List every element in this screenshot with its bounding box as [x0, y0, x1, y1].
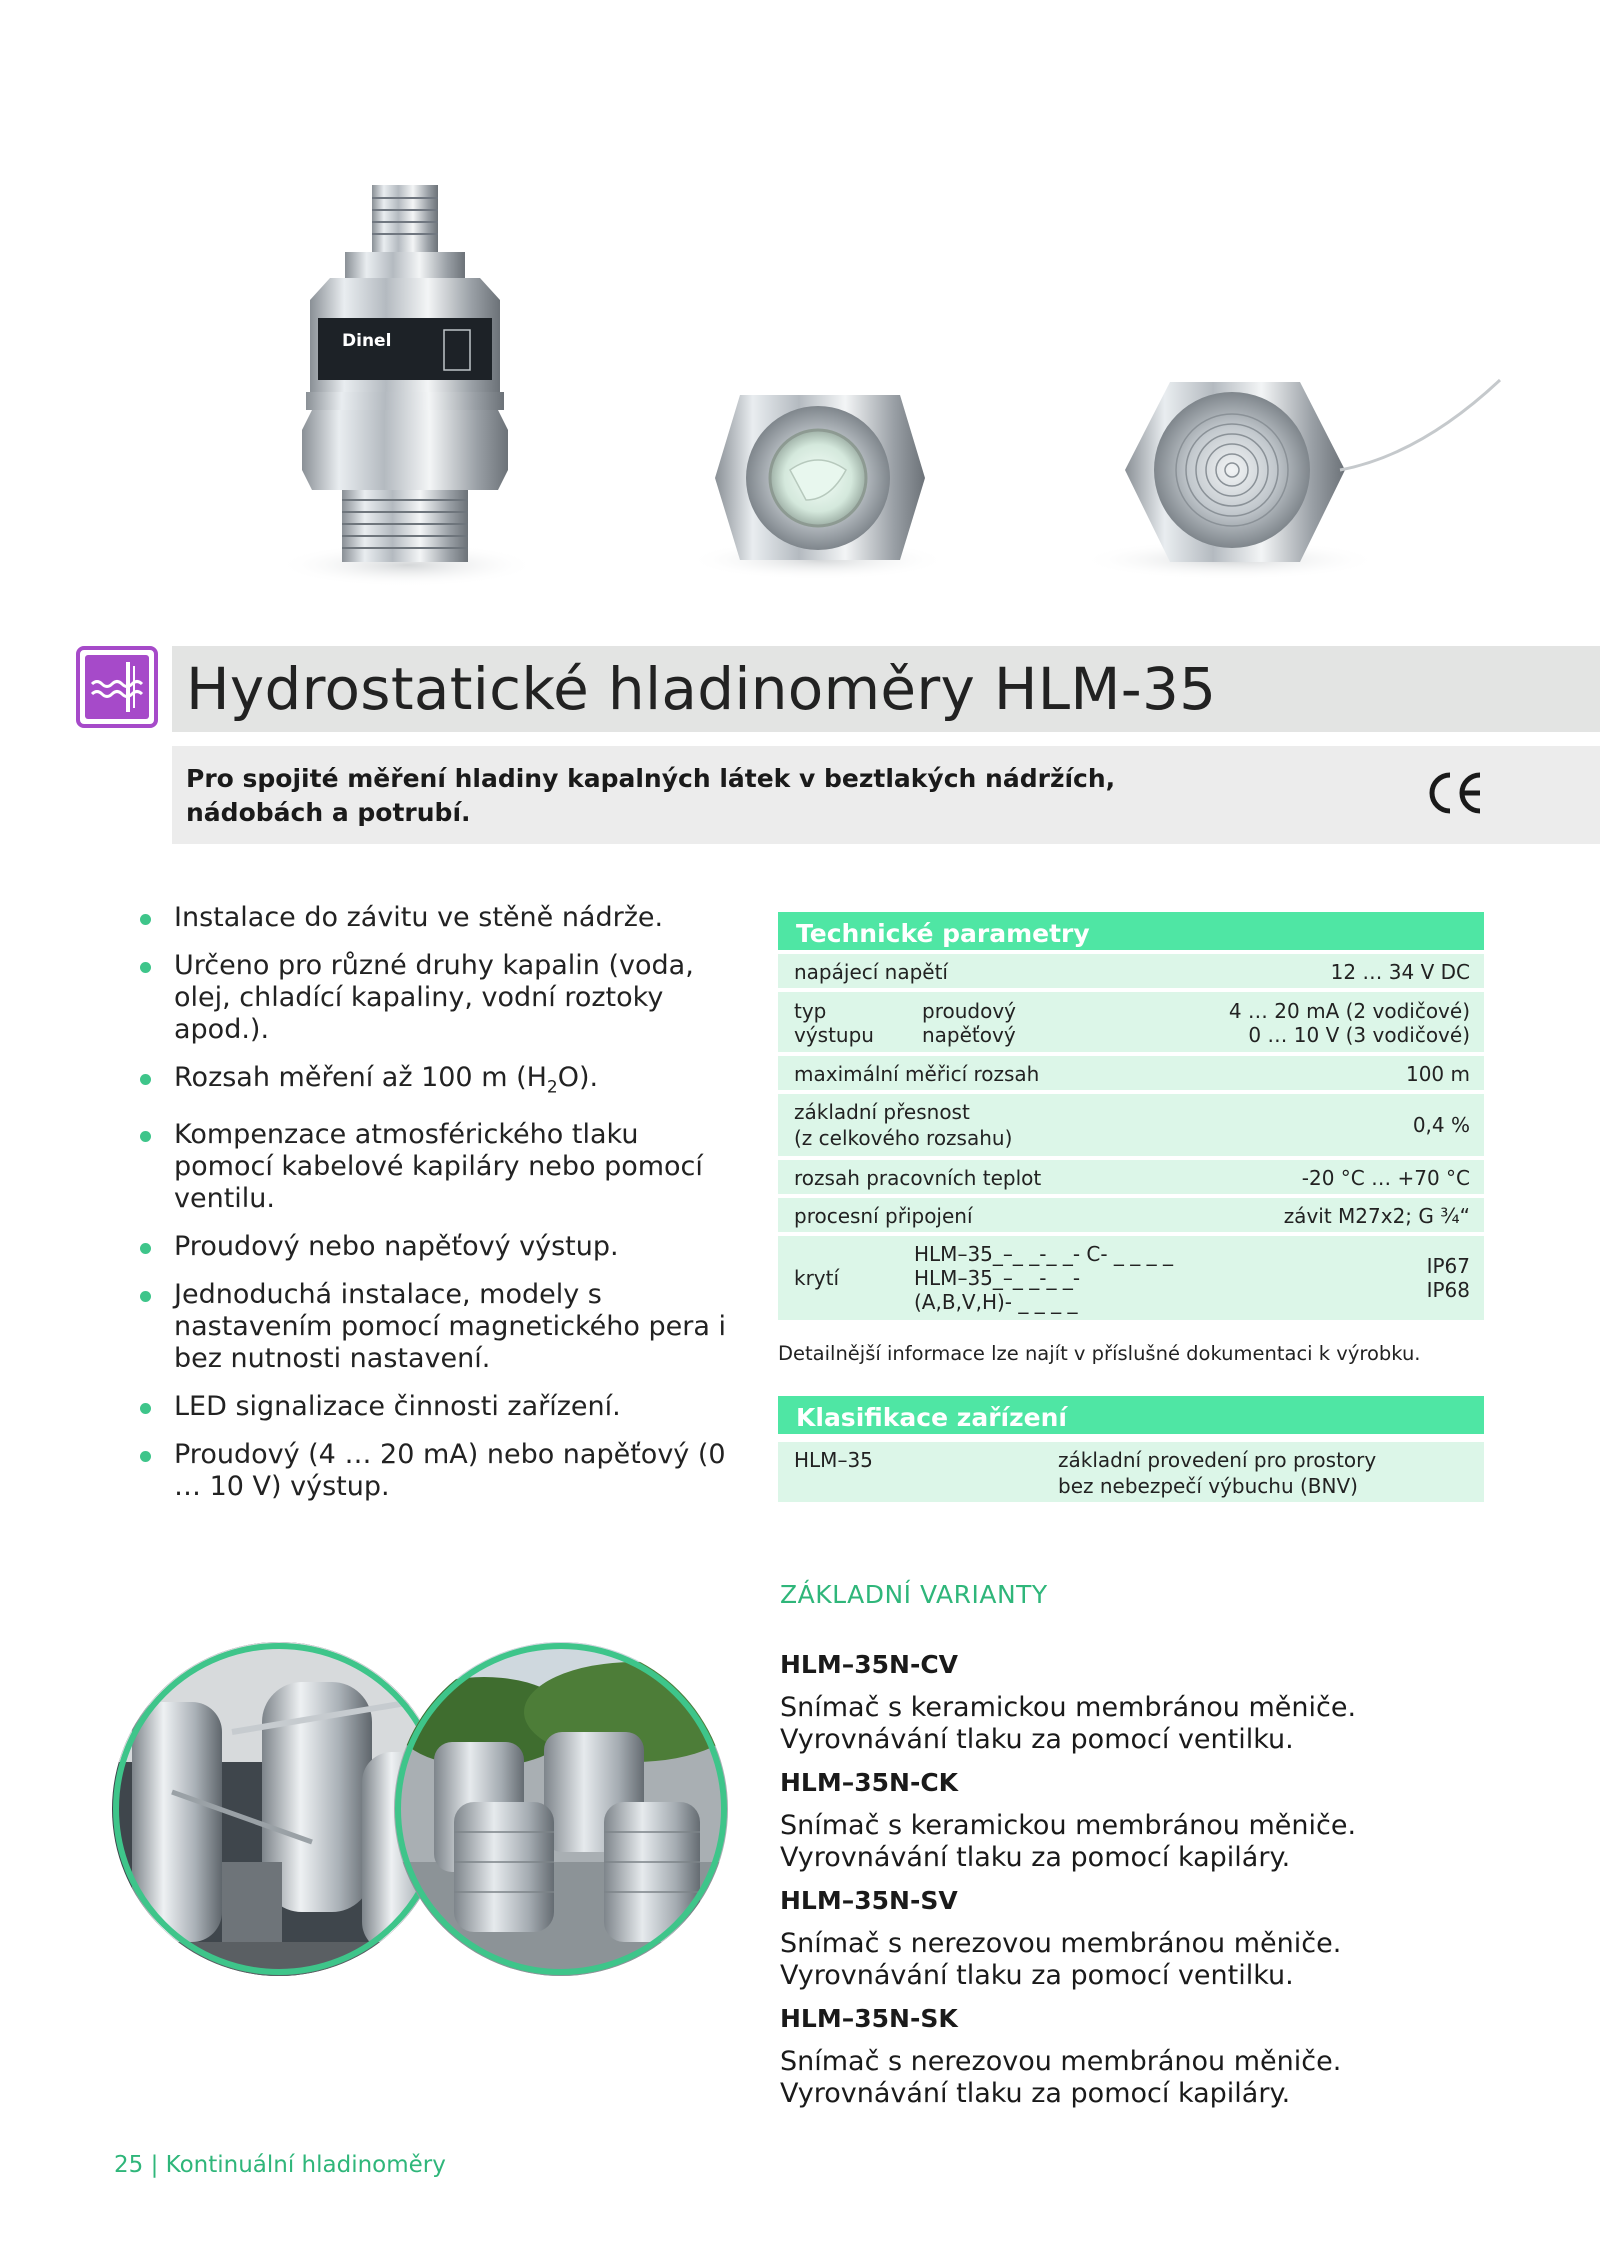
- variant-code: HLM–35N-SV: [780, 1886, 958, 1915]
- bullet-icon: [140, 962, 151, 973]
- param-label: základní přesnost: [794, 1100, 970, 1124]
- variant-code: HLM–35N-SK: [780, 2004, 958, 2033]
- param-value: IP67: [1426, 1254, 1470, 1278]
- tech-params-heading: Technické parametry: [778, 912, 1484, 950]
- variant-code: HLM–35N-CV: [780, 1650, 959, 1679]
- param-value: 0 … 10 V (3 vodičové): [1248, 1023, 1470, 1047]
- variant-description: Snímač s nerezovou membránou měniče. Vyrovnávání tlaku za pomocí ventilku.: [780, 1928, 1342, 1991]
- param-label: (z celkového rozsahu): [794, 1126, 1013, 1150]
- param-value: závit M27x2; G ¾“: [1283, 1204, 1470, 1228]
- param-sublabel: napěťový: [922, 1023, 1016, 1047]
- param-label: typ: [794, 999, 827, 1023]
- param-value: 12 … 34 V DC: [1330, 960, 1470, 984]
- sensor-stainless-membrane: [1125, 380, 1500, 562]
- param-model: HLM–35_–_ _-_ _- C- _ _ _ _: [914, 1242, 1174, 1266]
- bullet-icon: [140, 1403, 151, 1414]
- param-label: maximální měřicí rozsah: [794, 1062, 1040, 1086]
- table-row: [778, 1198, 1484, 1232]
- classification-desc: bez nebezpečí výbuchu (BNV): [1058, 1474, 1358, 1498]
- table-row: [778, 1094, 1484, 1156]
- param-value: -20 °C … +70 °C: [1301, 1166, 1470, 1190]
- classification-row: [778, 1442, 1484, 1502]
- variant-description: Snímač s nerezovou membránou měniče. Vyrovnávání tlaku za pomocí kapiláry.: [780, 2046, 1342, 2109]
- sensor-side-view: [302, 185, 508, 562]
- param-value: IP68: [1426, 1278, 1470, 1302]
- feature-item: Jednoduchá instalace, modely s nastavením pomocí magnetického pera i bez nutnosti nastavení.: [138, 1279, 738, 1375]
- param-model: HLM–35_–_ _-_ _-: [914, 1266, 1081, 1290]
- feature-list: [138, 902, 738, 1519]
- param-label: procesní připojení: [794, 1204, 973, 1228]
- param-value: 0,4 %: [1412, 1113, 1470, 1137]
- feature-item: Instalace do závitu ve stěně nádrže.: [138, 902, 738, 934]
- bullet-icon: [140, 1074, 151, 1085]
- ce-mark-icon: [1426, 771, 1484, 819]
- param-value: 4 … 20 mA (2 vodičové): [1228, 999, 1470, 1023]
- variant-description: Snímač s keramickou membránou měniče. Vyrovnávání tlaku za pomocí kapiláry.: [780, 1810, 1357, 1873]
- classification-heading: Klasifikace zařízení: [778, 1396, 1484, 1434]
- bullet-icon: [140, 1291, 151, 1302]
- page-title: Hydrostatické hladinoměry HLM-35: [186, 655, 1217, 723]
- feature-item: Rozsah měření až 100 m $(H_2O)$.: [138, 1062, 738, 1103]
- param-model: (A,B,V,H)- _ _ _ _: [914, 1290, 1078, 1314]
- param-sublabel: proudový: [922, 999, 1016, 1023]
- feature-item: Kompenzace atmosférického tlaku pomocí kabelové kapiláry nebo pomocí ventilu.: [138, 1119, 738, 1215]
- classification-model: HLM–35: [794, 1448, 873, 1472]
- tech-params-note: Detailnější informace lze najít v příslušné dokumentaci k výrobku.: [778, 1342, 1421, 1365]
- sensor-ceramic-membrane: [715, 395, 925, 560]
- tech-params-table: [778, 954, 1484, 1324]
- bullet-icon: [140, 1131, 151, 1142]
- variants-heading: ZÁKLADNÍ VARIANTY: [780, 1580, 1048, 1609]
- table-row: [778, 1236, 1484, 1320]
- table-row: [778, 992, 1484, 1052]
- param-label: rozsah pracovních teplot: [794, 1166, 1042, 1190]
- feature-item: Určeno pro různé druhy kapalin (voda, olej, chladící kapaliny, vodní roztoky apod.).: [138, 950, 738, 1046]
- product-photo: [0, 0, 1600, 630]
- variant-description: Snímač s keramickou membránou měniče. Vyrovnávání tlaku za pomocí ventilku.: [780, 1692, 1357, 1755]
- bullet-icon: [140, 914, 151, 925]
- param-label: napájecí napětí: [794, 960, 948, 984]
- variant-code: HLM–35N-CK: [780, 1768, 959, 1797]
- page-subtitle: Pro spojité měření hladiny kapalných látek v beztlakých nádržích, nádobách a potrubí.: [186, 764, 1116, 827]
- level-meter-icon: [76, 646, 158, 728]
- feature-item: Proudový (4 … 20 mA) nebo napěťový (0 … 10 V) výstup.: [138, 1439, 738, 1503]
- table-row: [778, 954, 1484, 988]
- roof-water-tanks-photo: [394, 1642, 728, 1976]
- page-footer: 25 | Kontinuální hladinoměry: [114, 2152, 446, 2178]
- table-row: [778, 1056, 1484, 1090]
- feature-item: Proudový nebo napěťový výstup.: [138, 1231, 738, 1263]
- param-label: výstupu: [794, 1023, 874, 1047]
- param-label: krytí: [794, 1266, 840, 1290]
- classification-desc: základní provedení pro prostory: [1058, 1448, 1377, 1472]
- dinel-logo-text: Dinel: [342, 331, 392, 351]
- feature-item: LED signalizace činnosti zařízení.: [138, 1391, 738, 1423]
- bullet-icon: [140, 1451, 151, 1462]
- bullet-icon: [140, 1243, 151, 1254]
- param-value: 100 m: [1405, 1062, 1470, 1086]
- table-row: [778, 1160, 1484, 1194]
